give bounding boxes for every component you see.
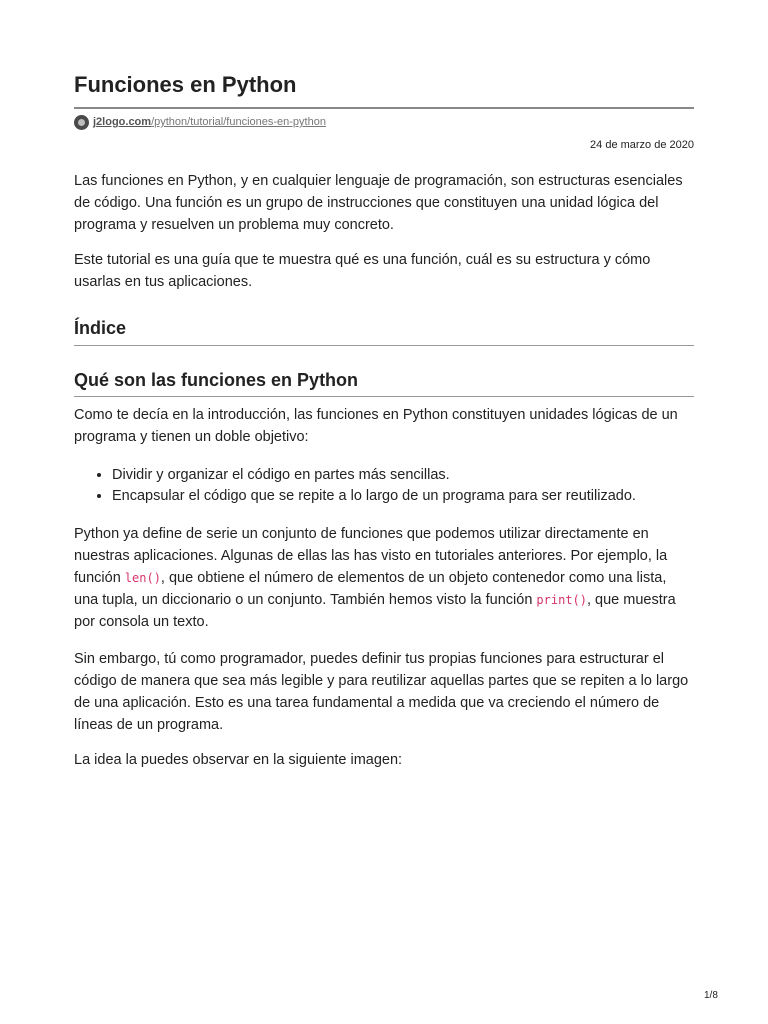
intro-paragraph-2: Este tutorial es una guía que te muestra qué es una función, cuál es su estructura y cómo usarlas en tus aplicaciones. xyxy=(74,252,651,290)
paragraph-text: , que obtiene el número de elementos de un objeto contenedor como una lista, una tupla, un diccionario o un conjunto. También hemos visto la función xyxy=(74,570,667,608)
section-heading: Qué son las funciones en Python xyxy=(74,370,359,390)
inline-code-print: print() xyxy=(536,593,587,607)
publish-date: 24 de marzo de 2020 xyxy=(590,139,694,151)
section-paragraph-2 xyxy=(74,523,694,633)
section-paragraph-3: Sin embargo, tú como programador, puedes definir tus propias funciones para estructurar el código de manera que sea más legible y para reutilizar aquellas partes que se repiten a lo largo de una aplicación. Esto es una tarea fundamental a medida que va creciendo el número de líneas de un programa. xyxy=(74,651,689,733)
title-divider xyxy=(74,107,694,109)
list-item: • Encapsular el código que se repite a lo largo de un programa para ser reutilizado. xyxy=(112,486,694,507)
section-paragraph-4: La idea la puedes observar en la siguiente imagen: xyxy=(74,752,403,768)
index-divider xyxy=(74,345,694,346)
source-link[interactable] xyxy=(74,114,326,130)
section-paragraph-1: Como te decía en la introducción, las funciones en Python constituyen unidades lógicas de un programa y tienen un doble objetivo: xyxy=(74,407,678,445)
source-domain[interactable]: j2logo.com xyxy=(93,116,152,128)
index-heading: Índice xyxy=(74,318,127,338)
site-logo-icon xyxy=(74,115,89,130)
paragraph-text: Python ya define de serie un conjunto de funciones que podemos utilizar directamente en nuestras aplicaciones. Algunas de ellas las has visto en tutoriales anteriores. Por ejemplo, la función xyxy=(74,526,668,586)
inline-code-len: len() xyxy=(124,571,161,585)
list-item: • Dividir y organizar el código en partes más sencillas. xyxy=(112,465,694,486)
page-number: 1/8 xyxy=(704,990,718,1001)
objectives-list xyxy=(74,465,694,507)
paragraph-text: , que muestra por consola un texto. xyxy=(74,592,676,630)
source-path[interactable]: /python/tutorial/funciones-en-python xyxy=(151,116,326,128)
intro-paragraph-1: Las funciones en Python, y en cualquier lenguaje de programación, son estructuras esenciales de código. Una función es un grupo de instrucciones que constituyen una unidad lógica del programa y resuelven un problema muy concreto. xyxy=(74,173,683,233)
page-title: Funciones en Python xyxy=(74,72,297,97)
section-divider xyxy=(74,396,694,397)
